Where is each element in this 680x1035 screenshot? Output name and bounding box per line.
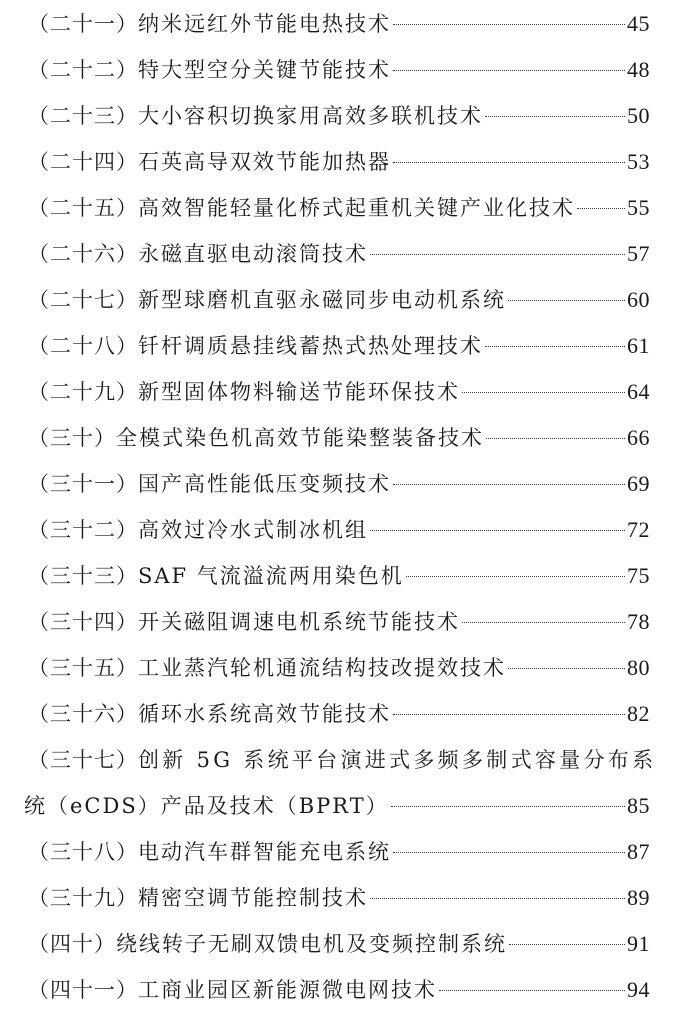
dot-leader <box>370 254 625 255</box>
dot-leader <box>393 714 625 715</box>
page-number: 75 <box>627 563 650 588</box>
toc-entry[interactable] <box>28 878 650 918</box>
toc-entry[interactable] <box>28 464 650 504</box>
entry-title: 工商业园区新能源微电网技术 <box>138 978 437 1002</box>
toc-entry[interactable] <box>28 280 650 320</box>
entry-title: 循环水系统高效节能技术 <box>138 702 391 726</box>
toc-entry[interactable] <box>28 832 650 872</box>
entry-number: （四十） <box>28 932 116 956</box>
entry-title: 工业蒸汽轮机通流结构技改提效技术 <box>138 656 506 680</box>
entry-number: （三十五） <box>28 656 138 680</box>
entry-title: 新型固体物料输送节能环保技术 <box>138 380 460 404</box>
dot-leader <box>370 898 625 899</box>
entry-title: 精密空调节能控制技术 <box>138 886 368 910</box>
page-number: 78 <box>627 609 650 634</box>
toc-entry[interactable] <box>28 510 650 550</box>
entry-title-continuation: 统（eCDS）产品及技术（BPRT） <box>24 794 389 818</box>
entry-number: （二十三） <box>28 104 138 128</box>
entry-title: 特大型空分关键节能技术 <box>138 58 391 82</box>
toc-entry[interactable] <box>28 648 650 688</box>
page-number: 55 <box>627 195 650 220</box>
dot-leader <box>485 346 625 347</box>
dot-leader <box>577 208 625 209</box>
toc-entry-wrapped-second-line[interactable] <box>24 786 650 826</box>
page-number: 61 <box>627 333 650 358</box>
entry-number: （二十九） <box>28 380 138 404</box>
toc-entry[interactable] <box>28 372 650 412</box>
page-number: 69 <box>627 471 650 496</box>
page-number: 82 <box>627 701 650 726</box>
toc-entry[interactable] <box>28 924 650 964</box>
dot-leader <box>393 484 625 485</box>
entry-number: （三十） <box>28 426 116 450</box>
entry-number: （三十三） <box>28 564 138 588</box>
page-number: 87 <box>627 839 650 864</box>
entry-number: （三十八） <box>28 840 138 864</box>
toc-entry[interactable] <box>28 50 650 90</box>
entry-number: （三十一） <box>28 472 138 496</box>
entry-title: 新型球磨机直驱永磁同步电动机系统 <box>138 288 506 312</box>
entry-title: 大小容积切换家用高效多联机技术 <box>138 104 483 128</box>
dot-leader <box>393 24 625 25</box>
page-number: 94 <box>627 977 650 1002</box>
page-number: 89 <box>627 885 650 910</box>
dot-leader <box>393 162 625 163</box>
dot-leader <box>393 852 625 853</box>
page-number: 72 <box>627 517 650 542</box>
entry-number: （二十五） <box>28 196 138 220</box>
entry-title: 高效智能轻量化桥式起重机关键产业化技术 <box>138 196 575 220</box>
dot-leader <box>485 116 625 117</box>
entry-title: 全模式染色机高效节能染整装备技术 <box>116 426 484 450</box>
page-number: 53 <box>627 149 650 174</box>
page-number: 50 <box>627 103 650 128</box>
dot-leader <box>439 990 625 991</box>
toc-entry[interactable] <box>28 602 650 642</box>
entry-number: （三十九） <box>28 886 138 910</box>
page-number: 60 <box>627 287 650 312</box>
dot-leader <box>509 944 625 945</box>
entry-title: 石英高导双效节能加热器 <box>138 150 391 174</box>
entry-title: 高效过冷水式制冰机组 <box>138 518 368 542</box>
page-number: 57 <box>627 241 650 266</box>
toc-entry[interactable] <box>28 4 650 44</box>
toc-entry[interactable] <box>28 326 650 366</box>
entry-number: （二十二） <box>28 58 138 82</box>
page-number: 64 <box>627 379 650 404</box>
entry-title: 纳米远红外节能电热技术 <box>138 12 391 36</box>
entry-title: 钎杆调质悬挂线蓄热式热处理技术 <box>138 334 483 358</box>
entry-number: （二十六） <box>28 242 138 266</box>
entry-number: （三十四） <box>28 610 138 634</box>
page-number: 48 <box>627 57 650 82</box>
page-number: 91 <box>627 931 650 956</box>
entry-title: 国产高性能低压变频技术 <box>138 472 391 496</box>
toc-entry[interactable] <box>28 96 650 136</box>
dot-leader <box>462 392 625 393</box>
entry-number: （三十二） <box>28 518 138 542</box>
entry-title: 电动汽车群智能充电系统 <box>138 840 391 864</box>
entry-title: SAF 气流溢流两用染色机 <box>138 564 404 588</box>
entry-number: （二十七） <box>28 288 138 312</box>
page-number: 85 <box>627 793 650 818</box>
page-number: 66 <box>627 425 650 450</box>
dot-leader <box>391 806 625 807</box>
entry-title: 绕线转子无刷双馈电机及变频控制系统 <box>116 932 507 956</box>
toc-entry[interactable] <box>28 556 650 596</box>
toc-entry[interactable] <box>28 188 650 228</box>
toc-entry-wrapped-first-line[interactable] <box>28 740 657 780</box>
toc-entry[interactable] <box>28 418 650 458</box>
page-number: 45 <box>627 11 650 36</box>
dot-leader <box>393 70 625 71</box>
toc-entry[interactable] <box>28 694 650 734</box>
dot-leader <box>508 668 625 669</box>
entry-title: 开关磁阻调速电机系统节能技术 <box>138 610 460 634</box>
entry-number: （二十四） <box>28 150 138 174</box>
entry-number: （三十六） <box>28 702 138 726</box>
dot-leader <box>370 530 625 531</box>
entry-title: 创新 5G 系统平台演进式多频多制式容量分布系 <box>138 748 657 772</box>
toc-entry[interactable] <box>28 234 650 274</box>
dot-leader <box>406 576 625 577</box>
page-number: 80 <box>627 655 650 680</box>
dot-leader <box>462 622 625 623</box>
entry-number: （二十一） <box>28 12 138 36</box>
toc-entry[interactable] <box>28 970 650 1010</box>
entry-number: （三十七） <box>28 748 138 772</box>
dot-leader <box>508 300 625 301</box>
dot-leader <box>486 438 625 439</box>
entry-number: （四十一） <box>28 978 138 1002</box>
entry-title: 永磁直驱电动滚筒技术 <box>138 242 368 266</box>
toc-entry[interactable] <box>28 142 650 182</box>
entry-number: （二十八） <box>28 334 138 358</box>
